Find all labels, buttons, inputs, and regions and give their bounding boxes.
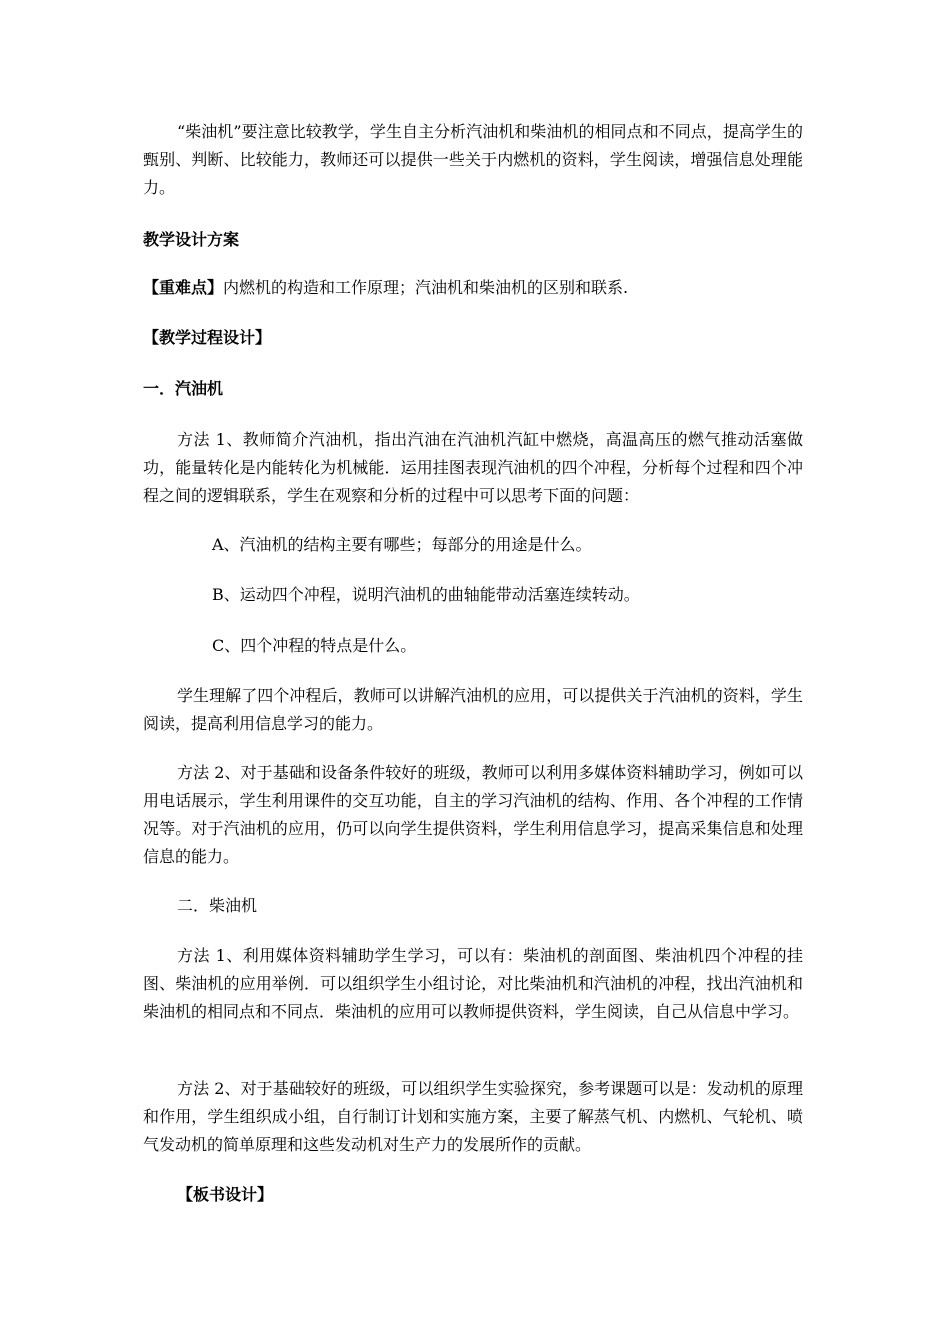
process-heading: 【教学过程设计】 [143,328,272,347]
section1-heading: 一．汽油机 [143,379,224,398]
section2-method1: 方法 1、利用媒体资料辅助学生学习，可以有：柴油机的剖面图、柴油机四个冲程的挂图、柴油机的应用举例．可以组织学生小组讨论，对比柴油机和汽油机的冲程，找出汽油机和柴油机的相同点和不同点．柴油机的应用可以教师提供资料，学生阅读，自己从信息中学习。 [143,946,803,1021]
question-b: B、运动四个冲程，说明汽油机的曲轴能带动活塞连续转动。 [212,585,640,604]
section1-method2: 方法 2、对于基础和设备条件较好的班级，教师可以利用多媒体资料辅助学习，例如可以用电话展示，学生利用课件的交互功能，自主的学习汽油机的结构、作用、各个冲程的工作情况等。对于汽油机的应用，仍可以向学生提供资料，学生利用信息学习，提高采集信息和处理信息的能力。 [143,763,803,866]
design-heading: 教学设计方案 [143,230,240,249]
board-heading: 【板书设计】 [177,1185,274,1204]
key-points-paragraph [143,274,803,302]
intro-paragraph: “柴油机”要注意比较教学，学生自主分析汽油机和柴油机的相同点和不同点，提高学生的甄别、判断、比较能力，教师还可以提供一些关于内燃机的资料，学生阅读，增强信息处理能力。 [143,122,803,197]
question-c: C、四个冲程的特点是什么。 [212,636,417,655]
section1-method1: 方法 1、教师简介汽油机，指出汽油在汽油机汽缸中燃烧，高温高压的燃气推动活塞做功，能量转化是内能转化为机械能．运用挂图表现汽油机的四个冲程，分析每个过程和四个冲程之间的逻辑联系，学生在观察和分析的过程中可以思考下面的问题： [143,430,803,505]
key-points-text: 内燃机的构造和工作原理；汽油机和柴油机的区别和联系. [223,278,629,297]
key-points-label: 【重难点】 [143,278,224,297]
section2-method2: 方法 2、对于基础较好的班级，可以组织学生实验探究，参考课题可以是：发动机的原理和作用，学生组织成小组，自行制订计划和实施方案，主要了解蒸气机、内燃机、气轮机、喷气发动机的简单原理和这些发动机对生产力的发展所作的贡献。 [143,1079,803,1154]
question-a: A、汽油机的结构主要有哪些；每部分的用途是什么。 [212,535,592,554]
after-questions-paragraph: 学生理解了四个冲程后，教师可以讲解汽油机的应用，可以提供关于汽油机的资料，学生阅读，提高利用信息学习的能力。 [143,686,803,733]
section2-heading: 二．柴油机 [177,896,258,915]
